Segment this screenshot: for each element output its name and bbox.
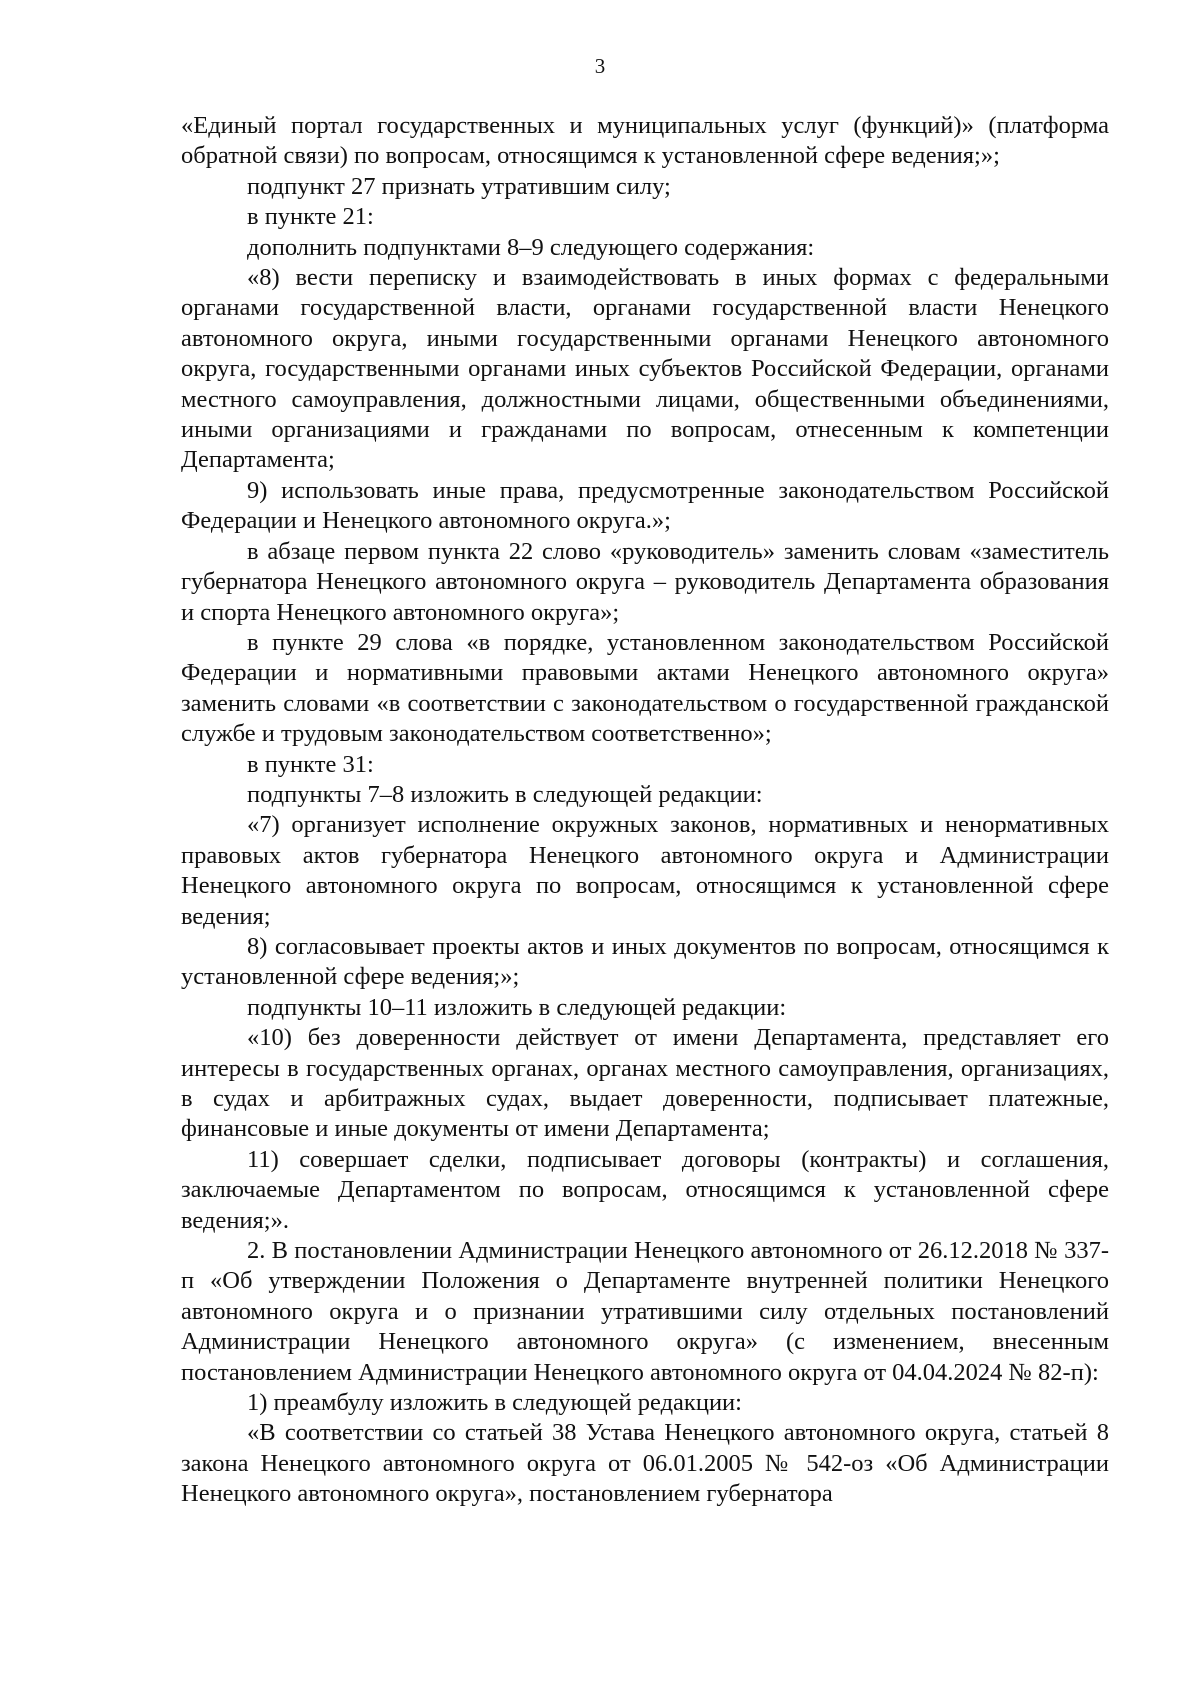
- paragraph: 9) использовать иные права, предусмотренные законодательством Российской Федерации и Ненецкого автономного округа.»;: [181, 476, 1109, 535]
- paragraph: подпункты 10–11 изложить в следующей редакции:: [247, 993, 787, 1021]
- paragraph: «7) организует исполнение окружных законов, нормативных и ненормативных правовых актов губернатора Ненецкого автономного округа и Администрации Ненецкого автономного округа по вопросам, относящимся к установленной сфере ведения;: [181, 811, 1109, 930]
- paragraph: «Единый портал государственных и муниципальных услуг (функций)» (платформа обратной связи) по вопросам, относящимся к установленной сфере ведения;»;: [181, 112, 1109, 170]
- paragraph: дополнить подпунктами 8–9 следующего содержания:: [247, 233, 815, 261]
- paragraph: 11) совершает сделки, подписывает договоры (контракты) и соглашения, заключаемые Департаментом по вопросам, относящимся к установленной сфере ведения;».: [181, 1145, 1109, 1234]
- paragraph: подпункт 27 признать утратившим силу;: [247, 172, 671, 200]
- paragraph: в пункте 29 слова «в порядке, установленном законодательством Российской Федерации и нормативными правовыми актами Ненецкого автономного округа» заменить словами «в соответствии с законодательством о государственной гражданской службе и трудовым законодательством соответственно»;: [181, 628, 1109, 748]
- page-number: 3: [594, 54, 606, 78]
- paragraph: в пункте 31:: [247, 750, 374, 778]
- paragraph: «В соответствии со статьей 38 Устава Ненецкого автономного округа, статьей 8 закона Ненецкого автономного округа от 06.01.2005 № 542-оз «Об Администрации Ненецкого автономного округа», постановлением губернатора: [181, 1419, 1109, 1508]
- paragraph: «8) вести переписку и взаимодействовать в иных формах с федеральными органами государственной власти, органами государственной власти Ненецкого автономного округа, иными государственными органами Ненецкого автономного округа, государственными органами иных субъектов Российской Федерации, органами местного самоуправления, должностными лицами, общественными объединениями, иными организациями и гражданами по вопросам, отнесенным к компетенции Департамента;: [181, 264, 1109, 474]
- paragraph: 2. В постановлении Администрации Ненецкого автономного от 26.12.2018 № 337-п «Об утверждении Положения о Департаменте внутренней политики Ненецкого автономного округа и о признании утратившими силу отдельных постановлений Администрации Ненецкого автономного округа» (с изменением, внесенным постановлением Администрации Ненецкого автономного округа от 04.04.2024 № 82-п):: [181, 1237, 1109, 1386]
- paragraph: 1) преамбулу изложить в следующей редакции:: [247, 1389, 742, 1417]
- paragraph: 8) согласовывает проекты актов и иных документов по вопросам, относящимся к установленной сфере ведения;»;: [181, 932, 1109, 991]
- document-body: [181, 111, 1109, 1510]
- paragraph: в пункте 21:: [247, 203, 374, 231]
- paragraph: «10) без доверенности действует от имени Департамента, представляет его интересы в государственных органах, органах местного самоуправления, организациях, в судах и арбитражных судах, выдает доверенности, подписывает платежные, финансовые и иные документы от имени Департамента;: [181, 1024, 1109, 1143]
- paragraph: в абзаце первом пункта 22 слово «руководитель» заменить словам «заместитель губернатора Ненецкого автономного округа – руководитель Департамента образования и спорта Ненецкого автономного округа»;: [181, 537, 1109, 626]
- paragraph: подпункты 7–8 изложить в следующей редакции:: [247, 780, 763, 808]
